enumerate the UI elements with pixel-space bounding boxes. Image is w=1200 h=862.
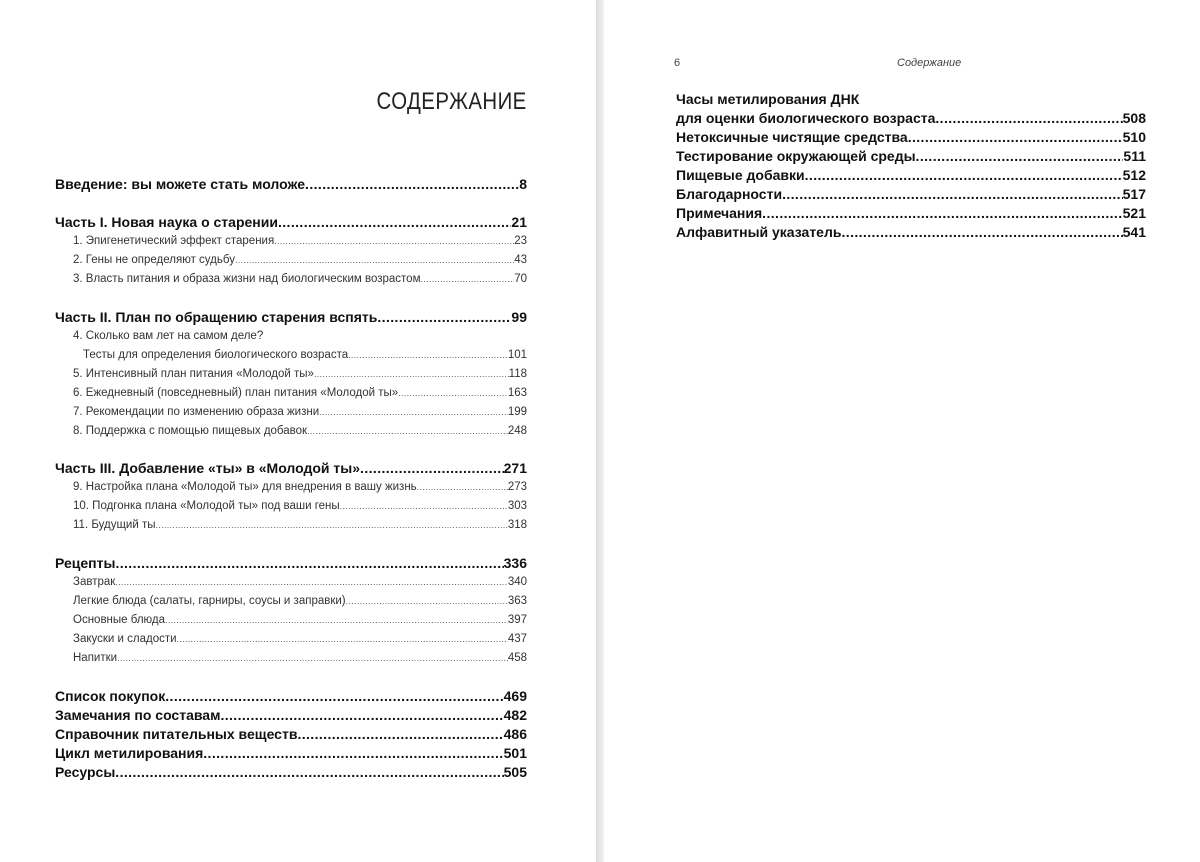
dot-leader bbox=[908, 128, 1123, 147]
dot-leader bbox=[805, 166, 1123, 185]
toc-entry-chapter-7[interactable]: 7. Рекомендации по изменению образа жизни ..... 199 bbox=[73, 403, 527, 422]
toc-entry-dna-clock-line-1[interactable]: Часы метилирования ДНК bbox=[676, 91, 860, 107]
dot-leader bbox=[398, 384, 508, 403]
toc-entry-chapter-8[interactable]: 8. Поддержка с помощью пищевых добавок ..... 248 bbox=[73, 422, 527, 441]
toc-entry-chapter-3[interactable]: 3. Власть питания и образа жизни над биологическим возрастом ..... 70 bbox=[73, 270, 527, 289]
toc-entry-recipe-main-dishes[interactable]: Основные блюда ..... 397 bbox=[73, 611, 527, 630]
toc-entry-shopping-list[interactable]: Список покупок ..... 469 bbox=[55, 687, 527, 706]
toc-entry-part-3[interactable]: Часть III. Добавление «ты» в «Молодой ты» ..... 271 bbox=[55, 459, 527, 478]
toc-entry-recipe-light-meals[interactable]: Легкие блюда (салаты, гарниры, соусы и заправки) ..... 363 bbox=[73, 592, 527, 611]
dot-leader bbox=[220, 706, 503, 725]
dot-leader bbox=[360, 459, 504, 478]
dot-leader bbox=[297, 725, 503, 744]
dot-leader bbox=[421, 270, 515, 289]
dot-leader bbox=[115, 554, 503, 573]
book-gutter bbox=[596, 0, 604, 862]
dot-leader bbox=[274, 232, 514, 251]
toc-entry-chapter-2[interactable]: 2. Гены не определяют судьбу ..... 43 bbox=[73, 251, 527, 270]
dot-leader bbox=[115, 763, 503, 782]
toc-entry-index[interactable]: Алфавитный указатель ..... 541 bbox=[676, 223, 1146, 242]
toc-entry-chapter-5[interactable]: 5. Интенсивный план питания «Молодой ты» ..... 118 bbox=[73, 365, 527, 384]
dot-leader bbox=[203, 744, 503, 763]
dot-leader bbox=[177, 630, 508, 649]
dot-leader bbox=[762, 204, 1122, 223]
toc-entry-composition-notes[interactable]: Замечания по составам ..... 482 bbox=[55, 706, 527, 725]
toc-entry-recipes[interactable]: Рецепты ..... 336 bbox=[55, 554, 527, 573]
toc-entry-nutrient-guide[interactable]: Справочник питательных веществ ..... 486 bbox=[55, 725, 527, 744]
page-title: СОДЕРЖАНИЕ bbox=[376, 88, 527, 115]
dot-leader bbox=[377, 308, 511, 327]
dot-leader bbox=[165, 687, 503, 706]
toc-entry-dna-clock-line-2[interactable]: для оценки биологического возраста ..... 508 bbox=[676, 109, 1146, 128]
toc-entry-methylation-cycle[interactable]: Цикл метилирования ..... 501 bbox=[55, 744, 527, 763]
dot-leader bbox=[417, 478, 508, 497]
toc-entry-acknowledgements[interactable]: Благодарности ..... 517 bbox=[676, 185, 1146, 204]
dot-leader bbox=[278, 213, 511, 232]
dot-leader bbox=[348, 346, 508, 365]
toc-entry-chapter-6[interactable]: 6. Ежедневный (повседневный) план питания «Молодой ты» ..... 163 bbox=[73, 384, 527, 403]
toc-entry-chapter-10[interactable]: 10. Подгонка плана «Молодой ты» под ваши гены ..... 303 bbox=[73, 497, 527, 516]
toc-entry-resources[interactable]: Ресурсы ..... 505 bbox=[55, 763, 527, 782]
dot-leader bbox=[346, 592, 508, 611]
running-head: Содержание bbox=[897, 57, 962, 69]
toc-entry-chapter-11[interactable]: 11. Будущий ты ..... 318 bbox=[73, 516, 527, 535]
dot-leader bbox=[841, 223, 1122, 242]
toc-entry-chapter-4-line-1[interactable]: 4. Сколько вам лет на самом деле? bbox=[73, 330, 264, 342]
dot-leader bbox=[115, 573, 508, 592]
dot-leader bbox=[782, 185, 1123, 204]
dot-leader bbox=[235, 251, 514, 270]
toc-entry-chapter-9[interactable]: 9. Настройка плана «Молодой ты» для внедрения в вашу жизнь ..... 273 bbox=[73, 478, 527, 497]
toc-entry-notes[interactable]: Примечания ..... 521 bbox=[676, 204, 1146, 223]
dot-leader bbox=[117, 649, 508, 668]
dot-leader bbox=[319, 403, 508, 422]
dot-leader bbox=[935, 109, 1122, 128]
toc-entry-chapter-4-line-2[interactable]: Тесты для определения биологического возраста ..... 101 bbox=[83, 346, 527, 365]
dot-leader bbox=[156, 516, 508, 535]
toc-entry-cleaning-products[interactable]: Нетоксичные чистящие средства ..... 510 bbox=[676, 128, 1146, 147]
dot-leader bbox=[305, 175, 519, 194]
toc-entry-recipe-breakfast[interactable]: Завтрак ..... 340 bbox=[73, 573, 527, 592]
dot-leader bbox=[307, 422, 508, 441]
dot-leader bbox=[165, 611, 508, 630]
dot-leader bbox=[340, 497, 508, 516]
toc-entry-chapter-1[interactable]: 1. Эпигенетический эффект старения ..... 23 bbox=[73, 232, 527, 251]
page-number: 6 bbox=[674, 57, 681, 69]
toc-entry-intro[interactable]: Введение: вы можете стать моложе ..... 8 bbox=[55, 175, 527, 194]
dot-leader bbox=[916, 147, 1124, 166]
toc-entry-environment-testing[interactable]: Тестирование окружающей среды ..... 511 bbox=[676, 147, 1146, 166]
toc-entry-part-1[interactable]: Часть I. Новая наука о старении ..... 21 bbox=[55, 213, 527, 232]
toc-entry-part-2[interactable]: Часть II. План по обращению старения вспять ..... 99 bbox=[55, 308, 527, 327]
toc-entry-supplements[interactable]: Пищевые добавки ..... 512 bbox=[676, 166, 1146, 185]
dot-leader bbox=[314, 365, 509, 384]
toc-entry-recipe-snacks[interactable]: Закуски и сладости ..... 437 bbox=[73, 630, 527, 649]
toc-entry-recipe-drinks[interactable]: Напитки ..... 458 bbox=[73, 649, 527, 668]
